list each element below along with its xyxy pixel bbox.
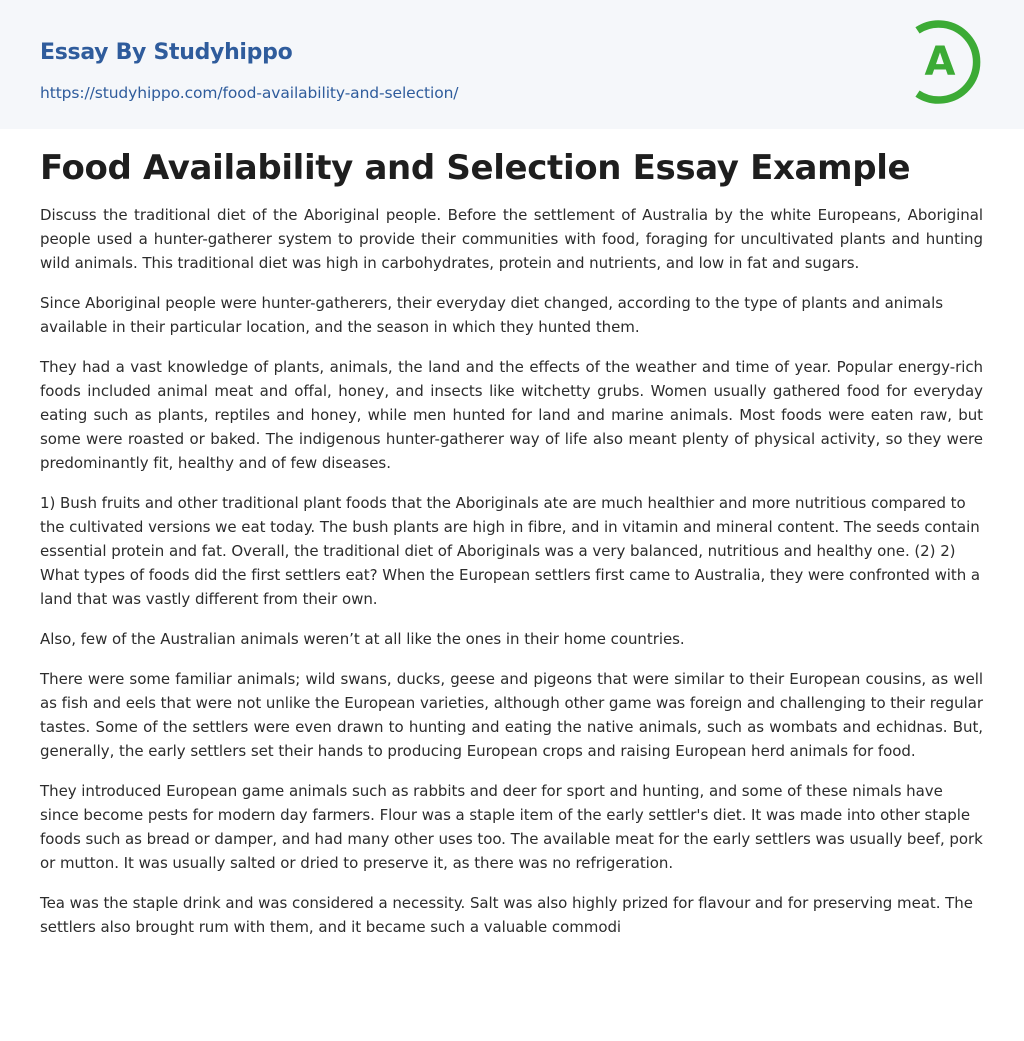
logo-letter: A: [924, 39, 956, 85]
essay-url-link[interactable]: https://studyhippo.com/food-availability-and-selection/: [40, 84, 459, 102]
essay-paragraph-8: Tea was the staple drink and was considered a necessity. Salt was also highly prized for flavour and for preserving meat. The settlers also brought rum with them, and it became such a valuable commodi: [40, 894, 973, 936]
essay-paragraph-2: Since Aboriginal people were hunter-gatherers, their everyday diet changed, according to the type of plants and animals available in their particular location, and the season in which they hunted them.: [40, 294, 943, 336]
logo-graphic: [905, 18, 989, 106]
essay-paragraph-7: They introduced European game animals such as rabbits and deer for sport and hunting, and some of these nimals have since become pests for modern day farmers. Flour was a staple item of the early settler's diet. It was made into other staple foods such as bread or damper, and had many other uses too. The available meat for the early settlers was usually beef, pork or mutton. It was usually salted or dried to preserve it, as there was no refrigeration.: [40, 782, 983, 872]
essay-article: [40, 143, 983, 955]
site-title[interactable]: Essay By Studyhippo: [40, 40, 293, 65]
studyhippo-logo-icon[interactable]: [905, 18, 989, 106]
essay-paragraph-1: Discuss the traditional diet of the Aboriginal people. Before the settlement of Australia by the white Europeans, Aboriginal people used a hunter-gatherer system to provide their communities with food, foraging for uncultivated plants and hunting wild animals. This traditional diet was high in carbohydrates, protein and nutrients, and low in fat and sugars.: [40, 206, 983, 272]
essay-paragraph-4: 1) Bush fruits and other traditional plant foods that the Aboriginals ate are much healthier and more nutritious compared to the cultivated versions we eat today. The bush plants are high in fibre, and in vitamin and mineral content. The seeds contain essential protein and fat. Overall, the traditional diet of Aboriginals was a very balanced, nutritious and healthy one. (2) 2) What types of foods did the first settlers eat? When the European settlers first came to Australia, they were confronted with a land that was vastly different from their own.: [40, 494, 981, 608]
essay-title: Food Availability and Selection Essay Example: [40, 148, 911, 188]
essay-paragraph-3: They had a vast knowledge of plants, animals, the land and the effects of the weather and time of year. Popular energy-rich foods included animal meat and offal, honey, and insects like witchetty grubs. Women usually gathered food for everyday eating such as plants, reptiles and honey, while men hunted for land and marine animals. Most foods were eaten raw, but some were roasted or baked. The indigenous hunter-gatherer way of life also meant plenty of physical activity, so they were predominantly fit, healthy and of few diseases.: [40, 358, 983, 472]
site-header: [0, 0, 1024, 129]
essay-paragraph-6: There were some familiar animals; wild swans, ducks, geese and pigeons that were similar to their European cousins, as well as fish and eels that were not unlike the European varieties, although other game was foreign and challenging to their regular tastes. Some of the settlers were even drawn to hunting and eating the native animals, such as wombats and echidnas. But, generally, the early settlers set their hands to producing European crops and raising European herd animals for food.: [40, 670, 983, 760]
essay-paragraph-5: Also, few of the Australian animals weren’t at all like the ones in their home countries.: [40, 630, 685, 648]
